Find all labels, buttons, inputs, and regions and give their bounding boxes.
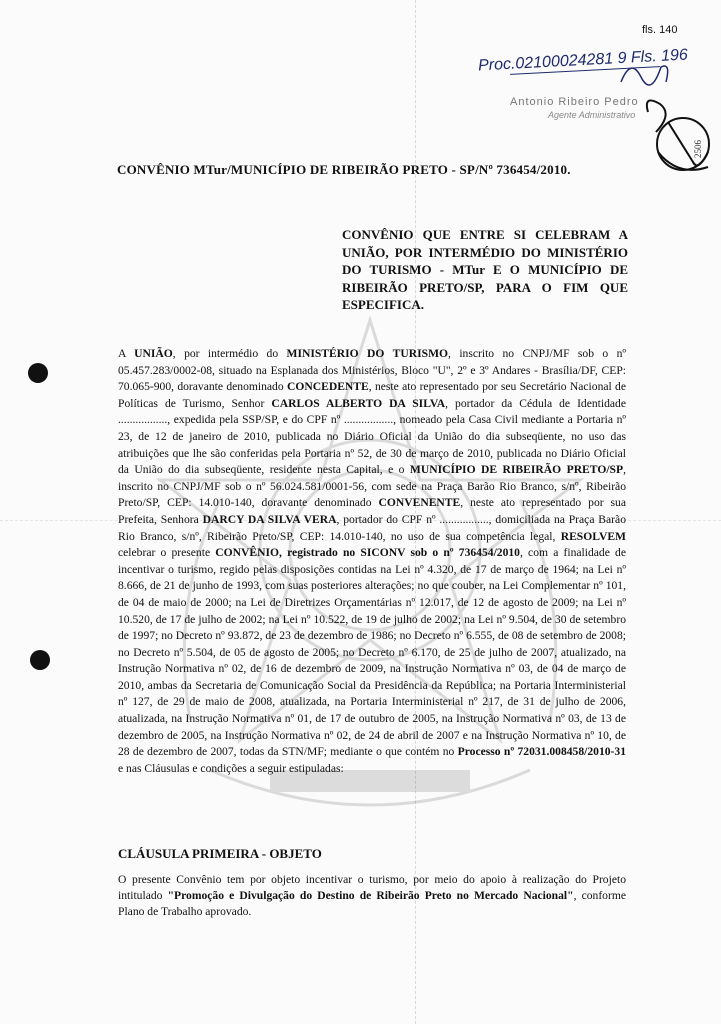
- text-segment: , inscrito no CNPJ/MF sob o nº 56.024.581/0001-56, com sede na Praça Barão Rio Branco, s/nº, Ribeirão Preto/SP, CEP: 14.010-140, doravante denominado: [118, 463, 626, 510]
- text-segment: celebrar o presente: [118, 546, 216, 560]
- punch-hole: [30, 650, 50, 670]
- intro-paragraph: CONVÊNIO QUE ENTRE SI CELEBRAM A UNIÃO, POR INTERMÉDIO DO MINISTÉRIO DO TURISMO - MTur E O MUNICÍPIO DE RIBEIRÃO PRETO/SP, PARA O FIM QUE ESPECIFICA.: [342, 227, 628, 312]
- text-segment: , por intermédio do: [172, 347, 287, 360]
- clause-paragraph: [118, 872, 626, 920]
- bold-segment: CARLOS ALBERTO DA SILVA: [271, 396, 446, 410]
- text-segment: , portador da Cédula de Identidade ................., expedida pela SSP/SP, e do CPF nº ................., nomeado pela Casa Civil mediante a Portaria nº 23, de 12 de janeiro de 2010, publicada no Diário Oficial da União do dia subseqüente, no uso das atribuições que lhe são conferidas pela Portaria nº 52, de 30 de março de 2010, publicada no Diário Oficial da União do dia subseqüente, residente nesta Capital, e o: [118, 396, 627, 477]
- folio-number: fls. 140: [642, 24, 678, 36]
- receiver-stamp-role: Agente Administrativo: [548, 110, 636, 120]
- bold-segment: DARCY DA SILVA VERA: [202, 512, 337, 526]
- punch-hole: [28, 363, 48, 383]
- text-segment: , portador do CPF nº ................., domiciliada na Praça Barão Rio Branco, s/nº, Ribeirão Preto/SP, CEP: 14.010-140, no uso de sua competência legal,: [118, 512, 626, 543]
- text-segment: , inscrito no CNPJ/MF sob o nº 05.457.283/0002-08, situado na Esplanada dos Ministérios, Bloco "U", 2º e 3º Andares - Brasília/DF, CEP: 70.065-900, doravante denominado: [118, 347, 626, 394]
- bold-segment: MINISTÉRIO DO TURISMO: [286, 347, 449, 360]
- bold-segment: RESOLVEM: [560, 529, 626, 543]
- preamble-paragraph: [118, 346, 626, 777]
- document-title: CONVÊNIO MTur/MUNICÍPIO DE RIBEIRÃO PRETO - SP/Nº 736454/2010.: [117, 162, 571, 177]
- bold-segment: UNIÃO: [134, 347, 173, 360]
- text-segment: A: [118, 347, 135, 360]
- bold-segment: Processo nº 72031.008458/2010-31: [457, 745, 627, 759]
- process-stamp: Proc.02100024281 9 Fls. 196: [477, 46, 689, 75]
- bold-segment: CONCEDENTE: [286, 380, 369, 394]
- text-segment: , neste ato representado por seu Secretário Nacional de Políticas de Turismo, Senhor: [118, 380, 626, 410]
- text-segment: , conforme Plano de Trabalho aprovado.: [118, 889, 626, 918]
- bold-segment: MUNICÍPIO DE RIBEIRÃO PRETO/SP: [409, 463, 624, 477]
- clause-heading: CLÁUSULA PRIMEIRA - OBJETO: [118, 846, 322, 861]
- margin-note: 2506: [693, 140, 703, 158]
- bold-segment: CONVENENTE: [378, 496, 461, 510]
- bold-segment: "Promoção e Divulgação do Destino de Ribeirão Preto no Mercado Nacional": [167, 889, 574, 902]
- bold-segment: CONVÊNIO, registrado no SICONV sob o nº 736454/2010: [215, 546, 520, 560]
- text-segment: , neste ato representado por sua Prefeita, Senhora: [118, 496, 627, 526]
- receiver-stamp-name: Antonio Ribeiro Pedro: [510, 96, 639, 108]
- text-segment: e nas Cláusulas e condições a seguir estipuladas:: [118, 761, 344, 775]
- handwritten-signature: [638, 92, 718, 182]
- text-segment: , com a finalidade de incentivar o turismo, regido pelas disposições contidas na Lei nº 4.320, de 17 de março de 1964; na Lei nº 8.666, de 21 de junho de 1993, com suas posteriores alterações; no que couber, na Lei Complementar nº 101, de 04 de maio de 2000; na Lei de Diretrizes Orçamentárias nº 12.017, de 12 de agosto de 2009; na Lei nº 10.520, de 17 de julho de 2002; na Lei nº 10.522, de 19 de julho de 2002; na Lei nº 9.504, de 30 de setembro de 1997; no Decreto nº 93.872, de 23 de dezembro de 1986; no Decreto nº 6.555, de 08 de setembro de 2008; no Decreto nº 5.504, de 05 de agosto de 2005; no Decreto nº 6.170, de 25 de julho de 2007, atualizado, na Instrução Normativa nº 02, de 16 de dezembro de 2009, na Instrução Normativa nº 03, de 04 de março de 2010, ambas da Secretaria de Comunicação Social da Presidência da República; na Portaria Interministerial nº 127, de 29 de maio de 2008, atualizada, na Portaria Interministerial nº 217, de 31 de julho de 2006, atualizada, na Instrução Normativa nº 01, de 17 de outubro de 2005, na Instrução Normativa nº 03, de 13 de dezembro de 2005, na Instrução Normativa nº 02, de 24 de abril de 2007 e na Instrução Normativa nº 10, de 28 de dezembro de 2007, todas da STN/MF; mediante o que contém no: [118, 546, 626, 759]
- text-segment: O presente Convênio tem por objeto incentivar o turismo, por meio do apoio à realização do Projeto intitulado: [118, 873, 626, 902]
